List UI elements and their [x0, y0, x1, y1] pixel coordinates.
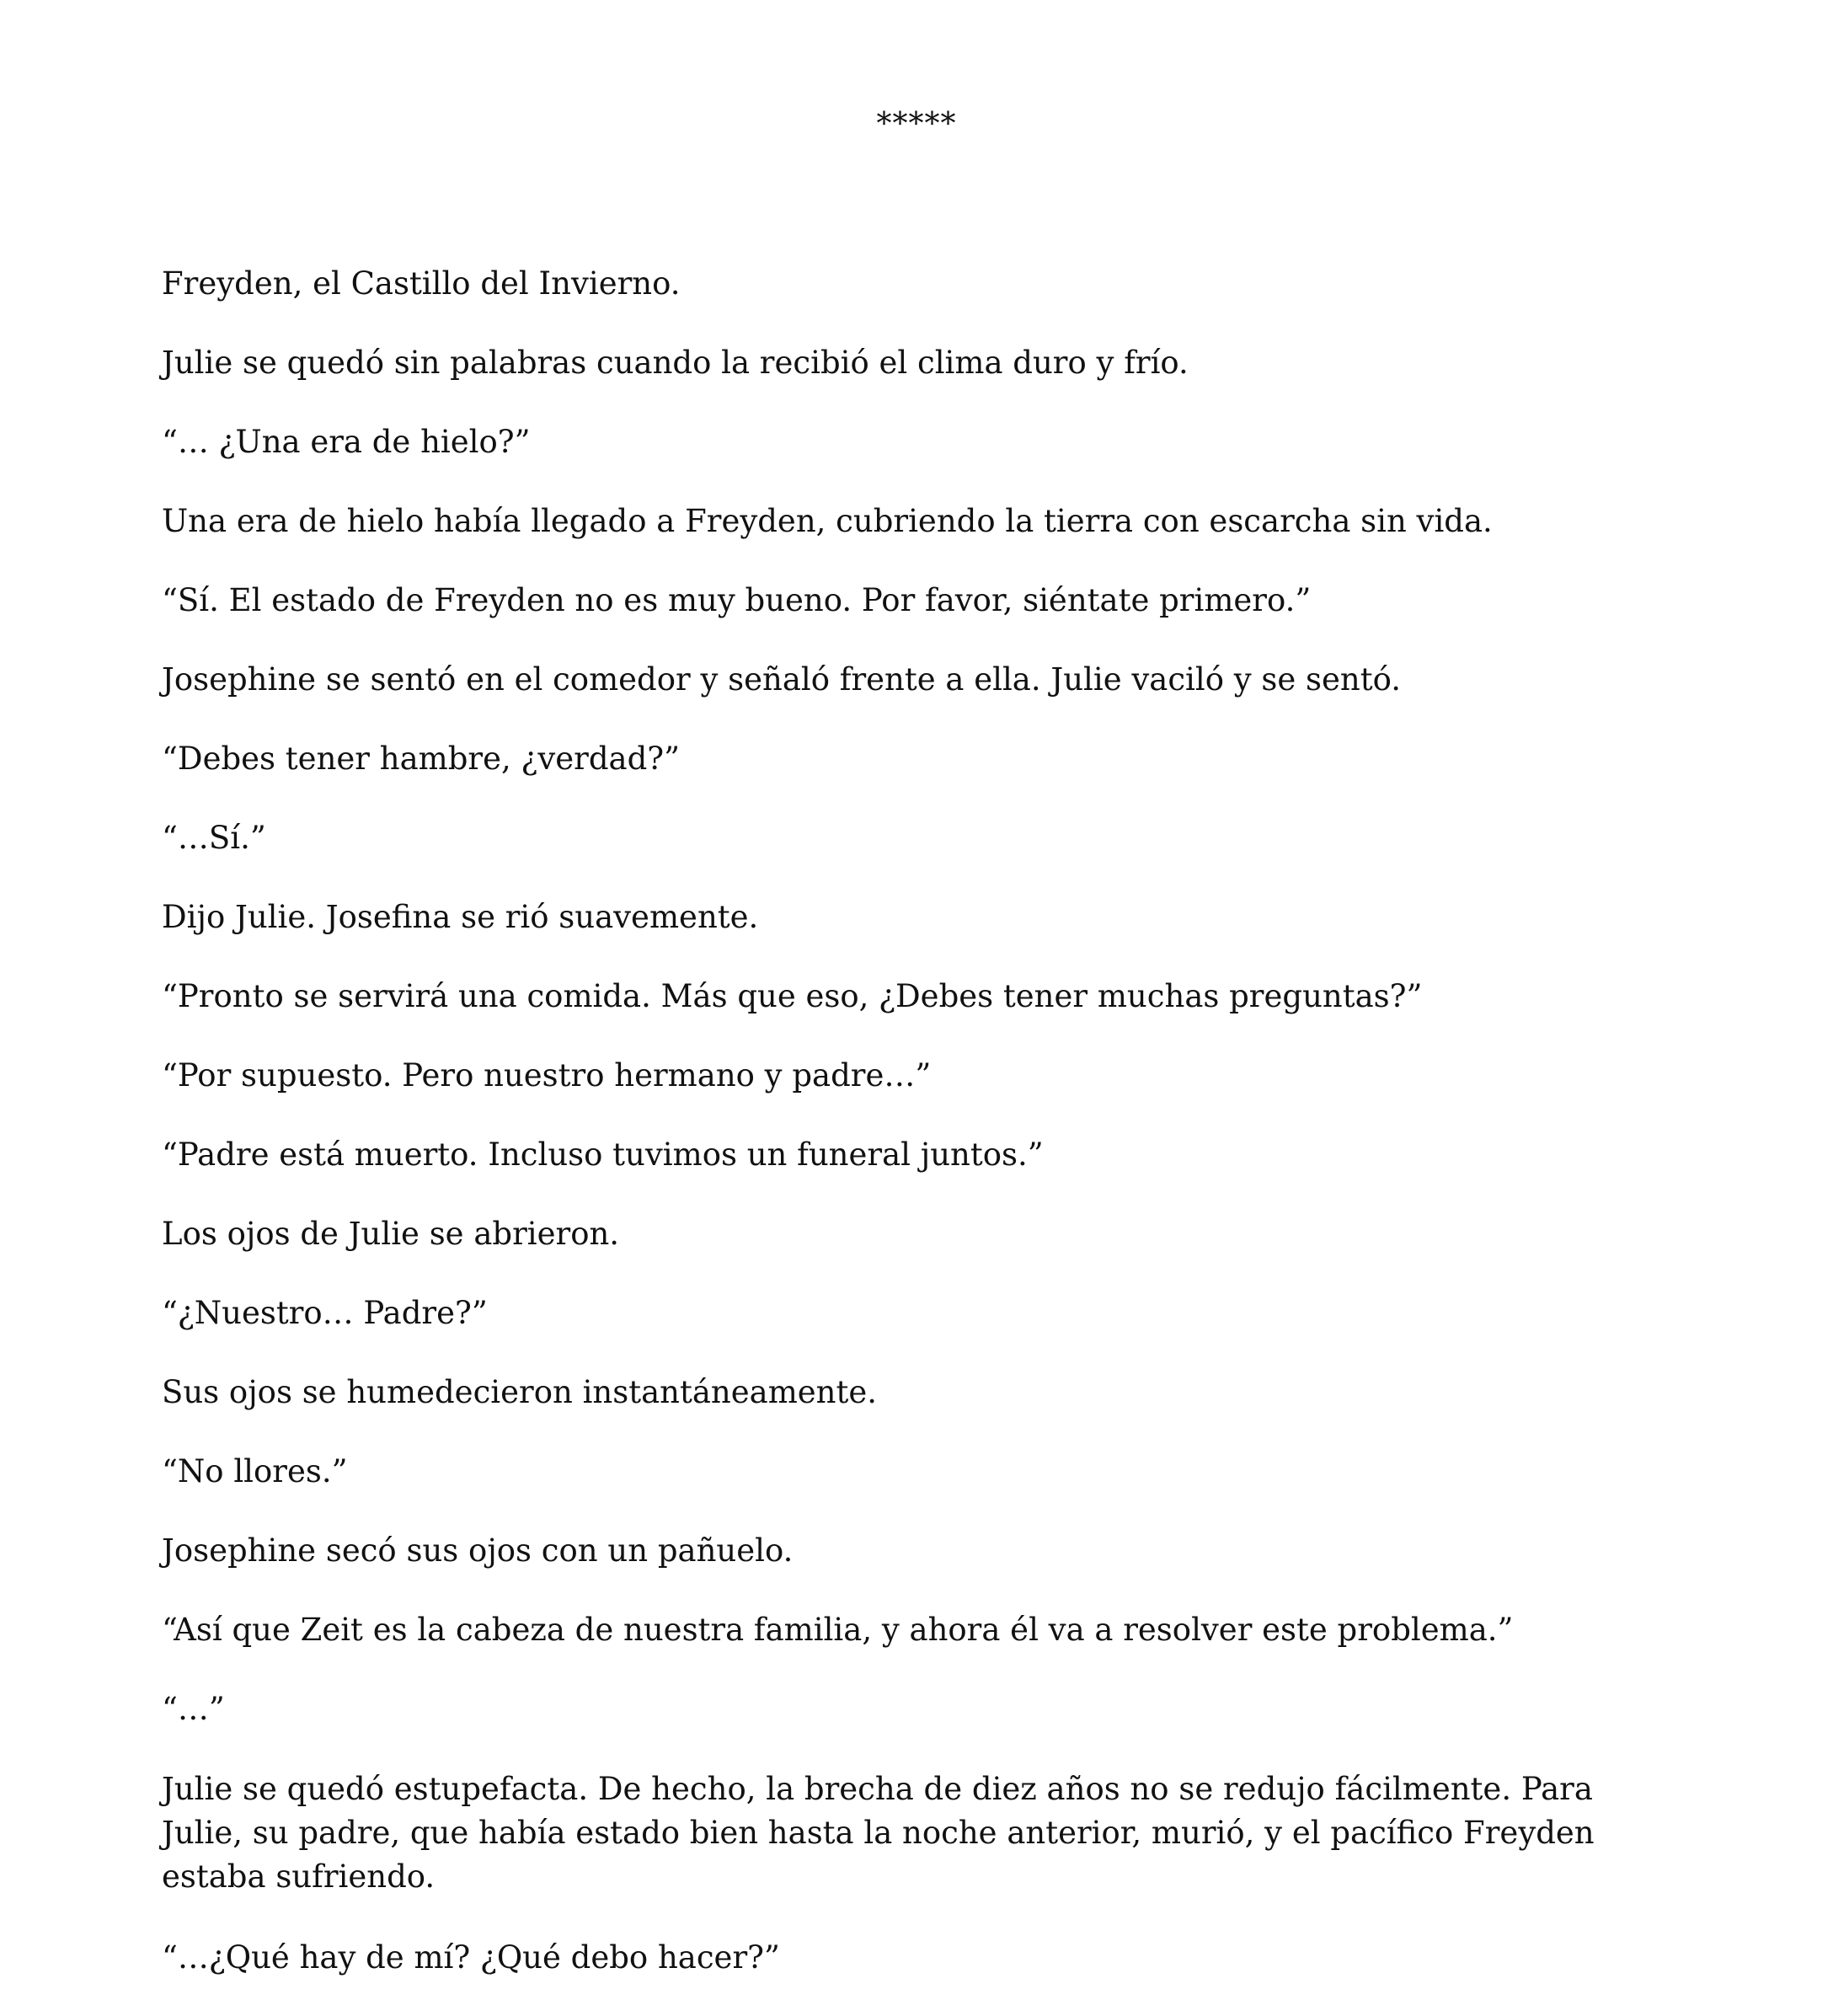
paragraph: Josephine secó sus ojos con un pañuelo.: [162, 1532, 794, 1569]
paragraph: Los ojos de Julie se abrieron.: [162, 1216, 620, 1252]
paragraph: “Sí. El estado de Freyden no es muy bueno. Por favor, siéntate primero.”: [162, 582, 1312, 618]
paragraph: “…¿Qué hay de mí? ¿Qué debo hacer?”: [162, 1939, 780, 1976]
paragraph: Una era de hielo había llegado a Freyden, cubriendo la tierra con escarcha sin vida.: [162, 503, 1493, 539]
paragraph: “…Sí.”: [162, 820, 266, 856]
paragraph: Josephine se sentó en el comedor y señaló frente a ella. Julie vaciló y se sentó.: [162, 661, 1402, 698]
paragraph: “Padre está muerto. Incluso tuvimos un funeral juntos.”: [162, 1136, 1044, 1173]
paragraph: “Debes tener hambre, ¿verdad?”: [162, 741, 681, 777]
paragraph: Julie se quedó estupefacta. De hecho, la brecha de diez años no se redujo fácilmente. Para Julie, su padre, que había estado bien hasta la noche anterior, murió, y el pacífico Freyden estaba sufriendo.: [162, 1771, 1595, 1895]
paragraph: “No llores.”: [162, 1453, 348, 1489]
paragraph: Dijo Julie. Josefina se rió suavemente.: [162, 899, 759, 935]
paragraph: Sus ojos se humedecieron instantáneamente.: [162, 1374, 878, 1410]
paragraph: Freyden, el Castillo del Invierno.: [162, 265, 681, 302]
paragraph: “¿Nuestro… Padre?”: [162, 1295, 488, 1331]
section-separator: *****: [876, 107, 957, 142]
document-body: [162, 263, 1678, 2016]
paragraph: “Por supuesto. Pero nuestro hermano y padre…”: [162, 1057, 932, 1094]
paragraph: Julie se quedó sin palabras cuando la recibió el clima duro y frío.: [162, 345, 1189, 381]
paragraph: “Así que Zeit es la cabeza de nuestra familia, y ahora él va a resolver este problema.”: [162, 1612, 1514, 1648]
paragraph: “…”: [162, 1691, 225, 1727]
paragraph: “… ¿Una era de hielo?”: [162, 424, 531, 460]
paragraph: “Pronto se servirá una comida. Más que eso, ¿Debes tener muchas preguntas?”: [162, 978, 1423, 1014]
